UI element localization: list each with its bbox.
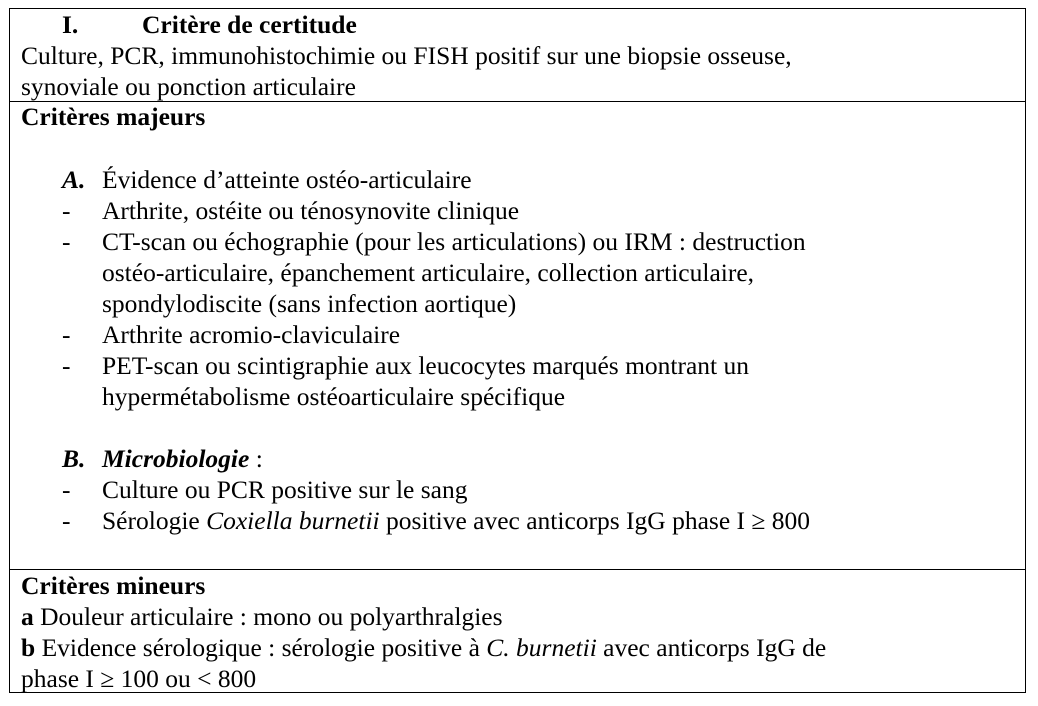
list-item-text: Arthrite, ostéite ou ténosynovite clinique (102, 196, 520, 225)
list-dash: - (62, 475, 71, 504)
list-item-text: Sérologie (102, 506, 207, 535)
list-dash: - (62, 320, 71, 349)
list-dash: - (62, 506, 71, 535)
list-item (10, 319, 1025, 350)
group-a-title: Évidence d’atteinte ostéo-articulaire (102, 165, 472, 194)
list-item-text: Culture ou PCR positive sur le sang (102, 475, 468, 504)
section-title: Critère de certitude (142, 10, 357, 39)
minor-item-letter: a (21, 602, 34, 631)
group-b-letter: B. (62, 444, 86, 473)
list-dash: - (62, 196, 71, 225)
list-item-continuation (10, 381, 1025, 412)
group-b-header (10, 443, 1025, 474)
minor-criteria-section (10, 570, 1025, 694)
list-item-text: spondylodiscite (sans infection aortique) (102, 289, 517, 318)
list-item (10, 195, 1025, 226)
group-b-title-suffix: : (249, 444, 263, 473)
organism-name: Coxiella burnetii (206, 506, 380, 535)
list-item-text: positive avec anticorps IgG phase I ≥ 800 (379, 506, 811, 535)
minor-item-b (21, 632, 826, 663)
list-item (10, 474, 1025, 505)
certainty-text-line2: synoviale ou ponction articulaire (21, 72, 356, 101)
minor-item-b-continuation: phase I ≥ 100 ou < 800 (21, 664, 257, 693)
minor-criteria-heading: Critères mineurs (21, 571, 206, 600)
minor-item-letter: b (21, 633, 36, 662)
certainty-text-line1: Culture, PCR, immunohistochimie ou FISH positif sur une biopsie osseuse, (21, 41, 792, 70)
group-a-letter: A. (62, 165, 86, 194)
list-item-continuation (10, 288, 1025, 319)
section-number: I. (62, 10, 79, 39)
list-item-text: ostéo-articulaire, épanchement articulaire, collection articulaire, (102, 258, 755, 287)
group-a-header (10, 164, 1025, 195)
list-item (10, 505, 1025, 536)
certainty-criteria-section (10, 9, 1025, 102)
criteria-table (9, 8, 1026, 693)
list-item-text: hypermétabolisme ostéoarticulaire spécifique (102, 382, 566, 411)
major-criteria-heading: Critères majeurs (21, 102, 206, 131)
organism-name: C. burnetii (486, 633, 597, 662)
minor-item-text: avec anticorps IgG de (596, 633, 827, 662)
list-item (10, 226, 1025, 257)
list-item (10, 350, 1025, 381)
list-item-text: CT-scan ou échographie (pour les articulations) ou IRM : destruction (102, 227, 806, 256)
list-dash: - (62, 351, 71, 380)
minor-item-text: Evidence sérologique : sérologie positive à (35, 633, 487, 662)
list-item-text: Arthrite acromio-claviculaire (102, 320, 401, 349)
group-b-title: Microbiologie (102, 444, 250, 473)
minor-item-a (21, 601, 503, 632)
major-criteria-section (10, 102, 1025, 570)
minor-item-text: Douleur articulaire : mono ou polyarthralgies (33, 602, 503, 631)
list-item-text: PET-scan ou scintigraphie aux leucocytes marqués montrant un (102, 351, 750, 380)
list-item-continuation (10, 257, 1025, 288)
list-dash: - (62, 227, 71, 256)
